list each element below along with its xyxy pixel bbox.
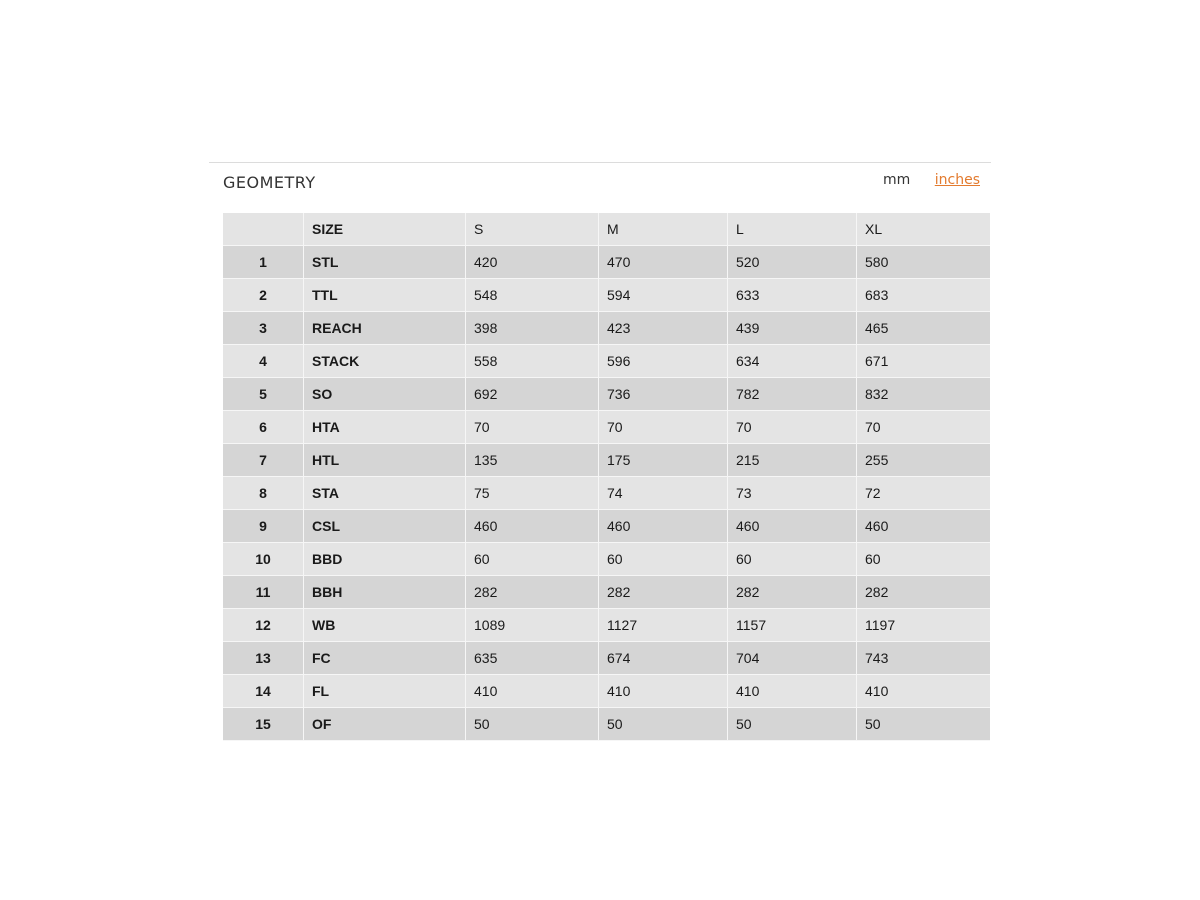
value-cell-m: 596 xyxy=(599,345,728,378)
value-cell-l: 282 xyxy=(728,576,857,609)
value-cell-l: 782 xyxy=(728,378,857,411)
value-cell-s: 692 xyxy=(466,378,599,411)
row-index-cell: 1 xyxy=(223,246,304,279)
value-cell-xl: 70 xyxy=(857,411,991,444)
row-index-cell: 6 xyxy=(223,411,304,444)
value-cell-xl: 683 xyxy=(857,279,991,312)
value-cell-l: 439 xyxy=(728,312,857,345)
value-cell-s: 75 xyxy=(466,477,599,510)
value-cell-l: 520 xyxy=(728,246,857,279)
row-measurement-code: HTL xyxy=(304,444,466,477)
value-cell-xl: 1197 xyxy=(857,609,991,642)
value-cell-l: 215 xyxy=(728,444,857,477)
row-measurement-code: CSL xyxy=(304,510,466,543)
value-cell-xl: 832 xyxy=(857,378,991,411)
value-cell-s: 135 xyxy=(466,444,599,477)
column-header-s: S xyxy=(466,213,599,246)
table-row xyxy=(223,279,990,312)
table-row xyxy=(223,576,990,609)
value-cell-xl: 72 xyxy=(857,477,991,510)
row-index-cell: 10 xyxy=(223,543,304,576)
row-measurement-code: STA xyxy=(304,477,466,510)
row-measurement-code: WB xyxy=(304,609,466,642)
value-cell-m: 674 xyxy=(599,642,728,675)
value-cell-s: 460 xyxy=(466,510,599,543)
value-cell-xl: 465 xyxy=(857,312,991,345)
value-cell-m: 736 xyxy=(599,378,728,411)
row-index-cell: 5 xyxy=(223,378,304,411)
value-cell-m: 594 xyxy=(599,279,728,312)
geometry-table xyxy=(223,213,990,741)
value-cell-s: 70 xyxy=(466,411,599,444)
table-row xyxy=(223,642,990,675)
value-cell-xl: 282 xyxy=(857,576,991,609)
column-header-xl: XL xyxy=(857,213,991,246)
row-index-cell: 8 xyxy=(223,477,304,510)
value-cell-xl: 743 xyxy=(857,642,991,675)
row-measurement-code: STL xyxy=(304,246,466,279)
row-measurement-code: SO xyxy=(304,378,466,411)
row-measurement-code: REACH xyxy=(304,312,466,345)
value-cell-s: 558 xyxy=(466,345,599,378)
value-cell-s: 635 xyxy=(466,642,599,675)
row-index-cell: 7 xyxy=(223,444,304,477)
table-row xyxy=(223,708,990,741)
unit-toggle xyxy=(883,172,980,188)
value-cell-l: 704 xyxy=(728,642,857,675)
value-cell-xl: 60 xyxy=(857,543,991,576)
table-row xyxy=(223,510,990,543)
column-header-m: M xyxy=(599,213,728,246)
table-header-row xyxy=(223,213,990,246)
value-cell-s: 398 xyxy=(466,312,599,345)
row-index-cell: 3 xyxy=(223,312,304,345)
row-measurement-code: HTA xyxy=(304,411,466,444)
unit-inches-link[interactable]: inches xyxy=(934,172,980,188)
value-cell-m: 470 xyxy=(599,246,728,279)
table-row xyxy=(223,444,990,477)
value-cell-m: 460 xyxy=(599,510,728,543)
value-cell-l: 70 xyxy=(728,411,857,444)
value-cell-m: 410 xyxy=(599,675,728,708)
value-cell-l: 410 xyxy=(728,675,857,708)
value-cell-l: 60 xyxy=(728,543,857,576)
row-index-cell: 15 xyxy=(223,708,304,741)
row-measurement-code: STACK xyxy=(304,345,466,378)
value-cell-m: 50 xyxy=(599,708,728,741)
value-cell-m: 74 xyxy=(599,477,728,510)
value-cell-s: 548 xyxy=(466,279,599,312)
value-cell-m: 1127 xyxy=(599,609,728,642)
value-cell-xl: 255 xyxy=(857,444,991,477)
table-row xyxy=(223,411,990,444)
row-measurement-code: FL xyxy=(304,675,466,708)
geometry-table-body xyxy=(223,246,990,741)
column-header-size: SIZE xyxy=(304,213,466,246)
value-cell-xl: 671 xyxy=(857,345,991,378)
value-cell-s: 60 xyxy=(466,543,599,576)
value-cell-l: 50 xyxy=(728,708,857,741)
table-row xyxy=(223,477,990,510)
row-measurement-code: TTL xyxy=(304,279,466,312)
row-index-cell: 11 xyxy=(223,576,304,609)
value-cell-m: 175 xyxy=(599,444,728,477)
table-row xyxy=(223,609,990,642)
value-cell-xl: 50 xyxy=(857,708,991,741)
row-index-cell: 13 xyxy=(223,642,304,675)
value-cell-s: 1089 xyxy=(466,609,599,642)
value-cell-m: 60 xyxy=(599,543,728,576)
value-cell-xl: 410 xyxy=(857,675,991,708)
table-row xyxy=(223,543,990,576)
table-row xyxy=(223,246,990,279)
geometry-header xyxy=(209,163,991,213)
value-cell-s: 410 xyxy=(466,675,599,708)
row-index-cell: 2 xyxy=(223,279,304,312)
row-index-cell: 9 xyxy=(223,510,304,543)
value-cell-s: 282 xyxy=(466,576,599,609)
table-row xyxy=(223,312,990,345)
table-row xyxy=(223,675,990,708)
row-measurement-code: BBD xyxy=(304,543,466,576)
value-cell-l: 73 xyxy=(728,477,857,510)
value-cell-l: 1157 xyxy=(728,609,857,642)
column-header-l: L xyxy=(728,213,857,246)
row-measurement-code: FC xyxy=(304,642,466,675)
geometry-panel xyxy=(209,162,991,732)
row-index-cell: 4 xyxy=(223,345,304,378)
value-cell-l: 634 xyxy=(728,345,857,378)
value-cell-s: 420 xyxy=(466,246,599,279)
row-measurement-code: OF xyxy=(304,708,466,741)
value-cell-xl: 460 xyxy=(857,510,991,543)
column-header-index xyxy=(223,213,304,246)
table-row xyxy=(223,378,990,411)
row-index-cell: 14 xyxy=(223,675,304,708)
value-cell-l: 460 xyxy=(728,510,857,543)
value-cell-s: 50 xyxy=(466,708,599,741)
value-cell-m: 70 xyxy=(599,411,728,444)
value-cell-l: 633 xyxy=(728,279,857,312)
unit-mm-option[interactable]: mm xyxy=(883,172,911,188)
value-cell-m: 423 xyxy=(599,312,728,345)
table-row xyxy=(223,345,990,378)
value-cell-xl: 580 xyxy=(857,246,991,279)
value-cell-m: 282 xyxy=(599,576,728,609)
row-measurement-code: BBH xyxy=(304,576,466,609)
row-index-cell: 12 xyxy=(223,609,304,642)
geometry-title: GEOMETRY xyxy=(223,173,316,192)
